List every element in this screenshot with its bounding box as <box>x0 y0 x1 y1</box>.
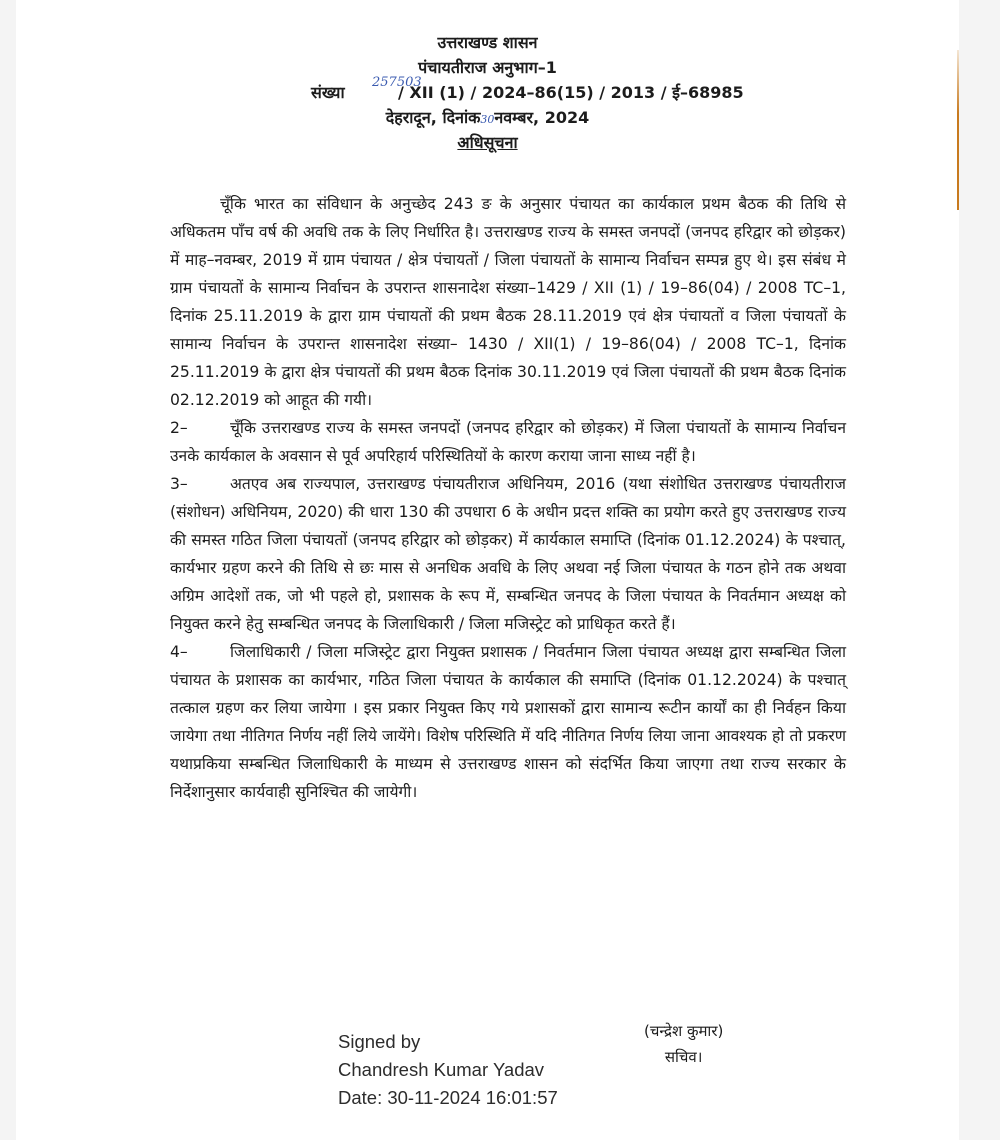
paragraph-text: चूँकि भारत का संविधान के अनुच्छेद 243 ङ के अनुसार पंचायत का कार्यकाल प्रथम बैठक की तिथि से अधिकतम पाँच वर्ष की अवधि तक के लिए निर्धारित है। उत्तराखण्ड राज्य के समस्त जनपदों (जनपद हरिद्वार को छोड़कर) में माह–नवम्बर, 2019 में ग्राम पंचायत / क्षेत्र पंचायतों / जिला पंचायतों के सामान्य निर्वाचन सम्पन्न हुए थे। इस संबंध मे ग्राम पंचायतों के सामान्य निर्वाचन के उपरान्त शासनादेश संख्या–1429 / XII (1) / 19–86(04) / 2008 TC–1, दिनांक 25.11.2019 के द्वारा ग्राम पंचायतों की प्रथम बैठक 28.11.2019 एवं क्षेत्र पंचायतों व जिला पंचायतों के सामान्य निर्वाचन के उपरान्त शासनादेश संख्या– 1430 / XII(1) / 19–86(04) / 2008 TC–1, दिनांक 25.11.2019 के द्वारा क्षेत्र पंचायतों की प्रथम बैठक दिनांक 30.11.2019 एवं जिला पंचायतों की प्रथम बैठक दिनांक 02.12.2019 को आहूत की गयी। <box>170 195 846 409</box>
government-name: उत्तराखण्ड शासन <box>437 33 538 52</box>
place-date-suffix: नवम्बर, 2024 <box>494 108 590 127</box>
paper-edge <box>957 50 959 210</box>
paragraph-1 <box>170 190 846 414</box>
reference-number-line <box>16 75 959 105</box>
handwritten-reference-number: 257503 <box>372 75 422 90</box>
place-date-prefix: देहरादून, दिनांक <box>385 108 481 127</box>
department-name: पंचायतीराज अनुभाग–1 <box>418 58 557 77</box>
paragraph-number: 3– <box>170 475 188 493</box>
notification-title-text: अधिसूचना <box>457 133 518 152</box>
officer-name: (चन्द्रेश कुमार) <box>644 1022 724 1040</box>
paragraph-number: 2– <box>170 419 188 437</box>
officer-designation: सचिव। <box>664 1048 703 1066</box>
signature-line-name: Chandresh Kumar Yadav <box>338 1059 545 1080</box>
paragraph-number: 4– <box>170 643 188 661</box>
document-body <box>170 190 846 806</box>
paragraph-2 <box>170 414 846 470</box>
paragraph-text: अतएव अब राज्यपाल, उत्तराखण्ड पंचायतीराज अधिनियम, 2016 (यथा संशोधित उत्तराखण्ड पंचायतीराज (संशोधन) अधिनियम, 2020) की धारा 130 की उपधारा 6 के अधीन प्रदत्त शक्ति का प्रयोग करते हुए उत्तराखण्ड राज्य की समस्त गठित जिला पंचायतों (जनपद हरिद्वार को छोड़कर) में कार्यकाल समाप्ति (दिनांक 01.12.2024) के पश्चात्, कार्यभार ग्रहण करने की तिथि से छः मास से अनधिक अवधि के लिए अथवा नई जिला पंचायत के गठन होने तक अथवा अग्रिम आदेशों तक, जो भी पहले हो, प्रशासक के रूप में, सम्बन्धित जनपद के जिला पंचायत के निवर्तमान अध्यक्ष को नियुक्त करने हेतु सम्बन्धित जनपद के जिलाधिकारी / जिला मजिस्ट्रेट को प्राधिकृत करते हैं। <box>170 475 846 633</box>
notification-title <box>16 130 959 155</box>
place-date-line <box>16 105 959 130</box>
officer-block <box>644 1018 723 1070</box>
document-page <box>16 0 959 1140</box>
paragraph-4 <box>170 638 846 806</box>
paragraph-text: चूँकि उत्तराखण्ड राज्य के समस्त जनपदों (जनपद हरिद्वार को छोड़कर) में जिला पंचायतों के सामान्य निर्वाचन उनके कार्यकाल के अवसान से पूर्व अपरिहार्य परिस्थितियों के कारण कराया जाना साध्य नहीं है। <box>170 419 846 465</box>
reference-label: संख्या <box>311 83 345 102</box>
signature-line-signed-by: Signed by <box>338 1031 421 1052</box>
reference-number: / XII (1) / 2024–86(15) / 2013 / ई–68985 <box>398 83 744 102</box>
digital-signature <box>338 1028 558 1112</box>
signature-line-date: Date: 30-11-2024 16:01:57 <box>338 1087 558 1108</box>
handwritten-date: 30 <box>480 113 495 126</box>
document-header <box>16 30 959 155</box>
paragraph-3 <box>170 470 846 638</box>
paragraph-text: जिलाधिकारी / जिला मजिस्ट्रेट द्वारा नियुक्त प्रशासक / निवर्तमान जिला पंचायत अध्यक्ष द्वारा सम्बन्धित जिला पंचायत के प्रशासक का कार्यभार, गठित जिला पंचायत के कार्यकाल की समाप्ति (दिनांक 01.12.2024) के पश्चात् तत्काल ग्रहण कर लिया जायेगा । इस प्रकार नियुक्त किए गये प्रशासकों द्वारा सामान्य रूटीन कार्यों का ही निर्वहन किया जायेगा तथा नीतिगत निर्णय नहीं लिये जायेंगे। विशेष परिस्थिति में यदि नीतिगत निर्णय लिया जाना आवश्यक हो तो प्रकरण यथाप्रकिया सम्बन्धित जिलाधिकारी के माध्यम से उत्तराखण्ड शासन को संदर्भित किया जाएगा तथा राज्य सरकार के निर्देशानुसार कार्यवाही सुनिश्चित की जायेगी। <box>170 643 846 801</box>
